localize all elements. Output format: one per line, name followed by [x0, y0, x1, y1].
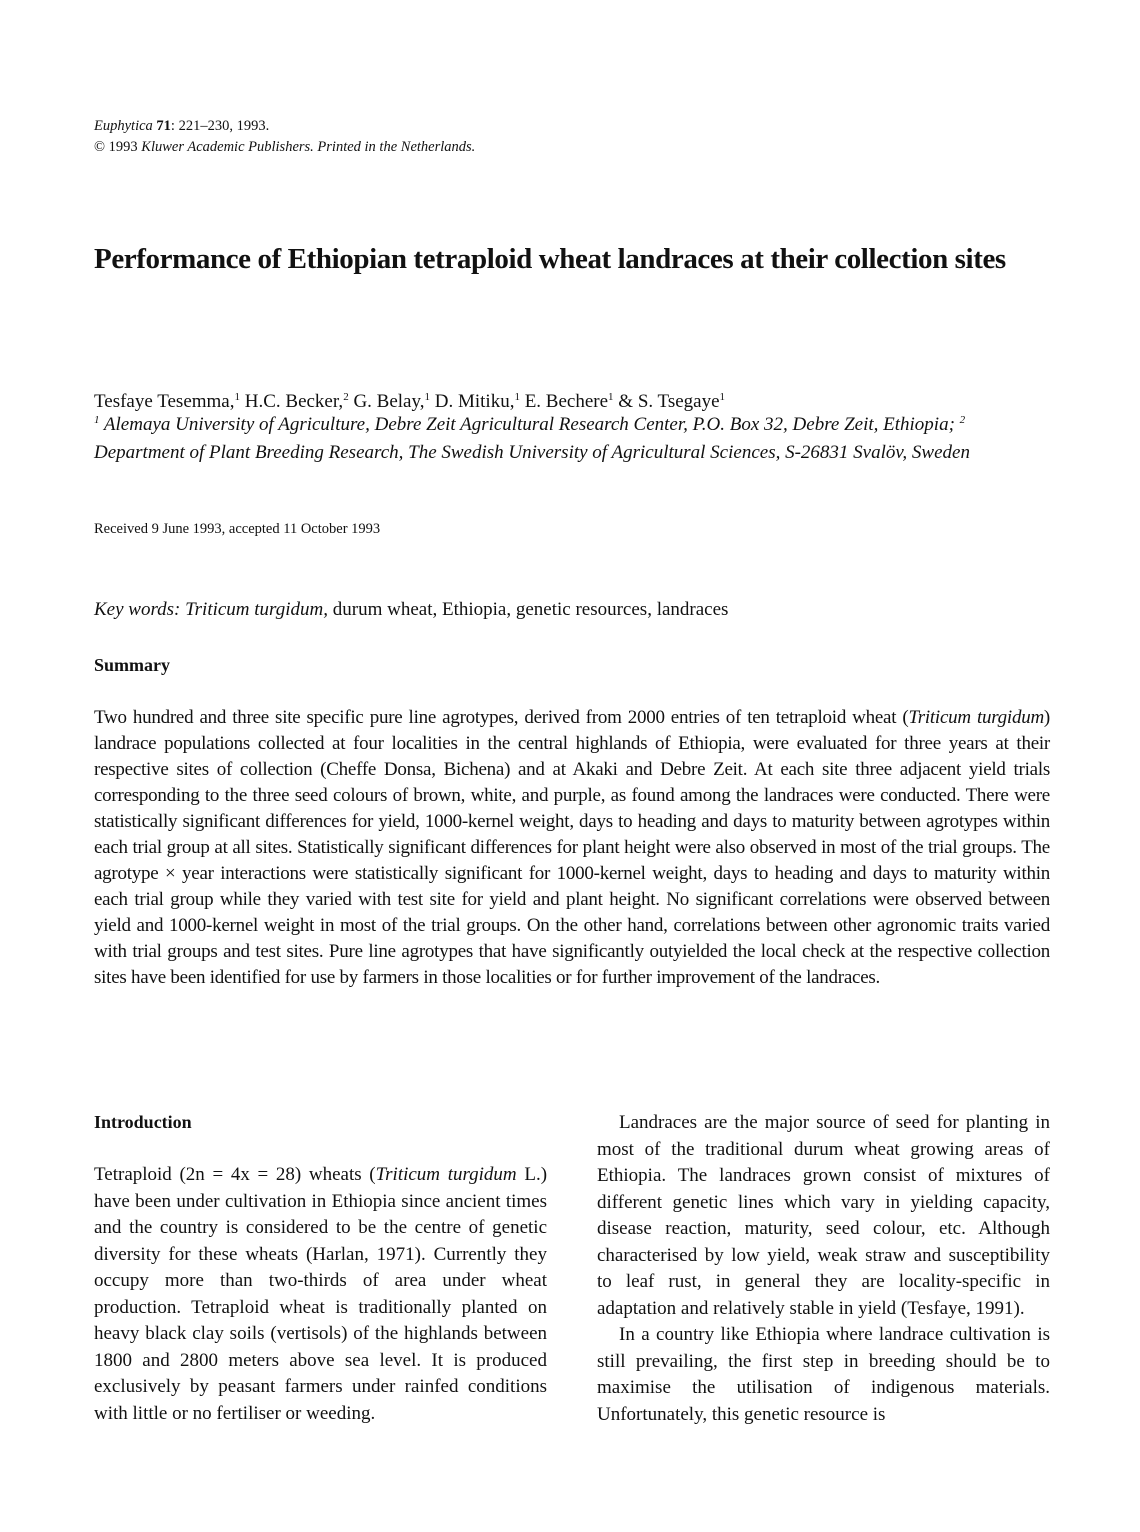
author: D. Mitiku,$^1$: [430, 391, 520, 412]
author: H.C. Becker,$^2$: [240, 391, 349, 412]
copyright-year: © 1993: [94, 139, 138, 155]
journal-pages: : 221–230, 1993.: [170, 118, 270, 134]
summary-heading: Summary: [94, 655, 170, 675]
journal-volume: 71: [156, 118, 171, 134]
keywords-label: Key words:: [94, 599, 181, 620]
keyword-italic: Triticum turgidum,: [180, 599, 328, 620]
introduction-heading: Introduction: [94, 1112, 192, 1132]
affiliation-1: Alemaya University of Agriculture, Debre Zeit Agricultural Research Center, P.O. Box 32, Debre Zeit, Ethiopia;: [99, 414, 955, 435]
author: E. Bechere$^1$: [519, 391, 614, 412]
paragraph: In a country like Ethiopia where landrace cultivation is still prevailing, the first step in breeding should be to maximise the utilisation of indigenous materials. Unfortunately, this genetic resource is: [597, 1324, 1050, 1425]
journal-name: Euphytica: [94, 118, 153, 134]
paragraph: Landraces are the major source of seed for planting in most of the traditional durum wheat growing areas of Ethiopia. The landraces grown consist of mixtures of different genetic lines which vary in yielding capacity, disease reaction, maturity, seed colour, etc. Although characterised by low yield, weak straw and susceptibility to leaf rust, in general they are locality-specific in adaptation and relatively stable in yield (Tesfaye, 1991).: [597, 1112, 1050, 1319]
copyright-line: [94, 137, 475, 158]
author: G. Belay,$^1$: [348, 391, 430, 412]
paragraph: Tetraploid (2n = 4x = 28) wheats (Triticum turgidum L.) have been under cultivation in Ethiopia since ancient times and the country is considered to be the centre of genetic diversity for these wheats (Harlan, 1971). Currently they occupy more than two-thirds of area under wheat production. Tetraploid wheat is traditionally planted on heavy black clay soils (vertisols) of the highlands between 1800 and 2800 meters above sea level. It is produced exclusively by peasant farmers under rainfed conditions with little or no fertiliser or weeding.: [94, 1164, 548, 1424]
received-dates: Received 9 June 1993, accepted 11 October 1993: [94, 521, 381, 537]
intro-left-column: [94, 1162, 547, 1427]
paper-title: Performance of Ethiopian tetraploid wheat landraces at their collection sites: [94, 243, 1006, 275]
affiliation-2: Department of Plant Breeding Research, The Swedish University of Agricultural Sciences, S-26831 Svalöv, Sweden: [94, 442, 970, 463]
journal-line: [94, 116, 475, 137]
intro-right-column: [597, 1110, 1050, 1428]
summary-text: Two hundred and three site specific pure line agrotypes, derived from 2000 entries of ten tetraploid wheat (Triticum turgidum) landrace populations collected at four localities in the central highlands of Ethiopia, were evaluated for three years at their respective sites of collection (Cheffe Donsa, Bichena) and at Akaki and Debre Zeit. At each site three adjacent yield trials corresponding to the three seed colours of brown, white, and purple, as found among the landraces were conducted. There were statistically significant differences for yield, 1000-kernel weight, days to heading and days to maturity between agrotypes within each trial group at all sites. Statistically significant differences for plant height were also observed in most of the trial groups. The agrotype × year interactions were statistically significant for 1000-kernel weight, days to heading and days to maturity within each trial group while they varied with test site for yield and plant height. No significant correlations were observed between yield and 1000-kernel weight in most of the trial groups. On the other hand, correlations between other agronomic traits varied with trial groups and test sites. Pure line agrotypes that have significantly outyielded the local check at the respective collection sites have been identified for use by farmers in those localities or for further improvement of the landraces.: [94, 707, 1050, 988]
affiliations: $^1$ Alemaya University of Agriculture, Debre Zeit Agricultural Research Center, P.O. Box 32, Debre Zeit, Ethiopia; $^2$ Department of Plant Breeding Research, The Swedish University of Agricultural Sciences, S-26831 Svalöv, Sweden: [94, 414, 970, 463]
publisher: Kluwer Academic Publishers. Printed in the Netherlands.: [141, 139, 476, 155]
author: Tesfaye Tesemma,$^1$: [94, 391, 240, 412]
journal-citation: [94, 116, 475, 158]
keywords: [94, 599, 728, 621]
author: & S. Tsegaye$^1$: [613, 391, 726, 412]
keywords-rest: durum wheat, Ethiopia, genetic resources, landraces: [328, 599, 729, 620]
